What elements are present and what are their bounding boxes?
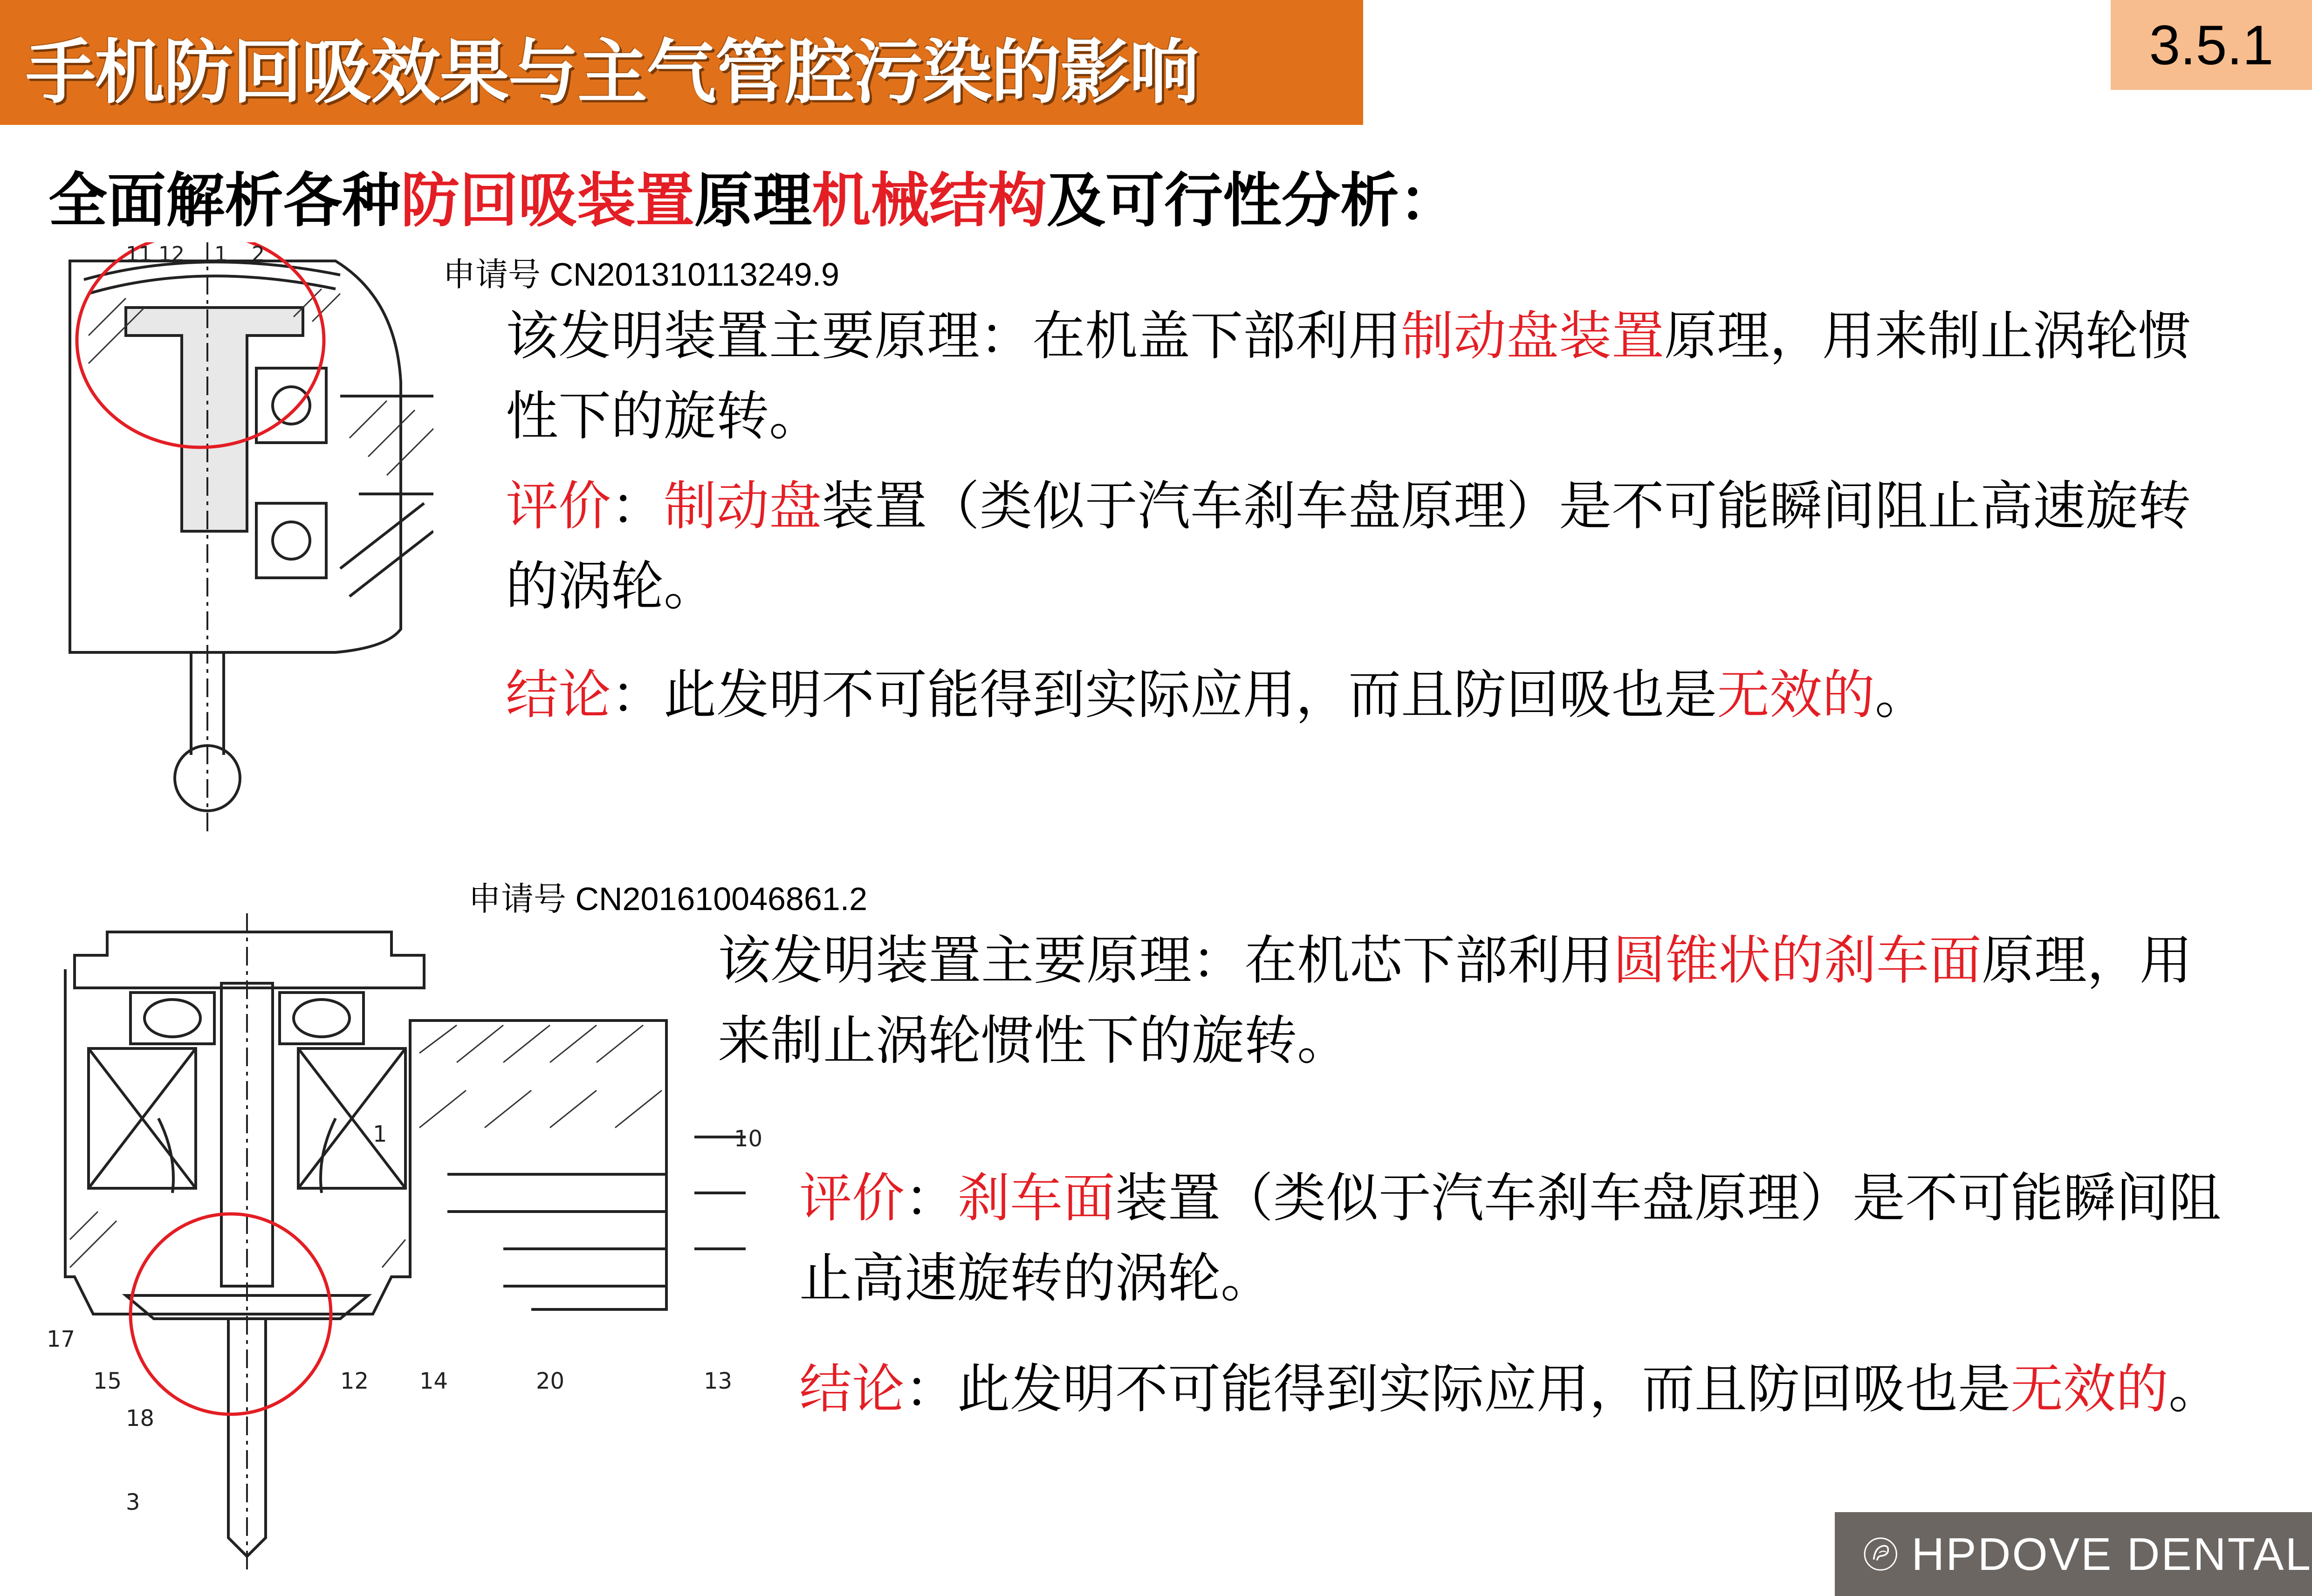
text-span: 。 [2168, 1358, 2221, 1420]
evaluation-text [799, 1158, 2244, 1318]
subtitle-highlight: 防回吸装置 [401, 166, 694, 235]
figure-label: 15 [93, 1368, 122, 1394]
text-highlight: 无效的 [1717, 664, 1875, 726]
subtitle-part: 全面解析各种 [48, 166, 401, 235]
figure-label: 18 [126, 1405, 155, 1432]
brand-name: HPDOVE DENTAL [1911, 1528, 2312, 1580]
figure-label: 1 [214, 242, 227, 266]
text-highlight: 圆锥状的刹车面 [1613, 930, 1982, 991]
figure-label: 14 [419, 1368, 448, 1394]
patent-figure-1 [61, 242, 433, 834]
text-highlight: 制动盘 [664, 475, 822, 537]
text-span: ： [905, 1167, 957, 1229]
figure-label: 20 [536, 1368, 565, 1394]
conclusion-text [799, 1349, 2309, 1429]
application-number: 申请号 CN201310113249.9 [443, 256, 839, 293]
page-title: 手机防回吸效果与主气管腔污染的影响 [26, 32, 1199, 113]
text-span: ：此发明不可能得到实际应用，而且防回吸也是 [611, 664, 1717, 726]
text-highlight: 制动盘装置 [1401, 305, 1664, 367]
figure-label: 10 [734, 1126, 763, 1152]
text-span: ：此发明不可能得到实际应用，而且防回吸也是 [905, 1358, 2010, 1420]
figure-label: 17 [47, 1326, 75, 1352]
slide-number: 3.5.1 [2111, 0, 2312, 90]
application-number: 申请号 CN201610046861.2 [468, 881, 868, 917]
figure-label: 11 [126, 242, 152, 266]
principle-text [718, 920, 2237, 1081]
figure-label: 1 [373, 1121, 387, 1147]
subtitle-highlight: 机械结构 [812, 166, 1047, 235]
subtitle [48, 154, 1458, 238]
figure-label: 3 [126, 1489, 140, 1515]
subtitle-part: 原理 [694, 166, 812, 235]
text-span: 原理，用来制止涡轮惯性下的旋转。 [718, 930, 2192, 1071]
title-bar [0, 0, 1363, 125]
text-span: 。 [1875, 664, 1928, 726]
figure-label: 12 [340, 1368, 369, 1394]
conclusion-text [506, 655, 2239, 735]
figure-label: 12 [158, 242, 185, 266]
conclusion-label: 结论 [506, 664, 611, 726]
evaluation-label: 评价 [506, 475, 611, 537]
text-span: 装置（类似于汽车刹车盘原理）是不可能瞬间阻止高速旋转的涡轮。 [799, 1167, 2221, 1309]
text-span: ： [611, 475, 664, 537]
subtitle-part: 及可行性分析： [1047, 166, 1458, 235]
text-span: 装置（类似于汽车刹车盘原理）是不可能瞬间阻止高速旋转的涡轮。 [506, 475, 2191, 617]
principle-text [506, 296, 2239, 456]
figure-label: 2 [252, 242, 265, 266]
figure-label: 13 [704, 1368, 733, 1394]
text-highlight: 刹车面 [957, 1167, 1115, 1229]
brand-logo [1835, 1512, 2312, 1596]
conclusion-label: 结论 [799, 1358, 905, 1420]
text-highlight: 无效的 [2010, 1358, 2168, 1420]
dove-logo-icon [1863, 1524, 1899, 1584]
text-span: 该发明装置主要原理：在机盖下部利用 [506, 305, 1401, 367]
text-span: 原理，用来制止涡轮惯性下的旋转。 [506, 305, 2191, 447]
patent-figure-2 [37, 913, 764, 1575]
evaluation-text [506, 466, 2239, 626]
evaluation-label: 评价 [799, 1167, 905, 1229]
text-span: 该发明装置主要原理：在机芯下部利用 [718, 930, 1613, 991]
